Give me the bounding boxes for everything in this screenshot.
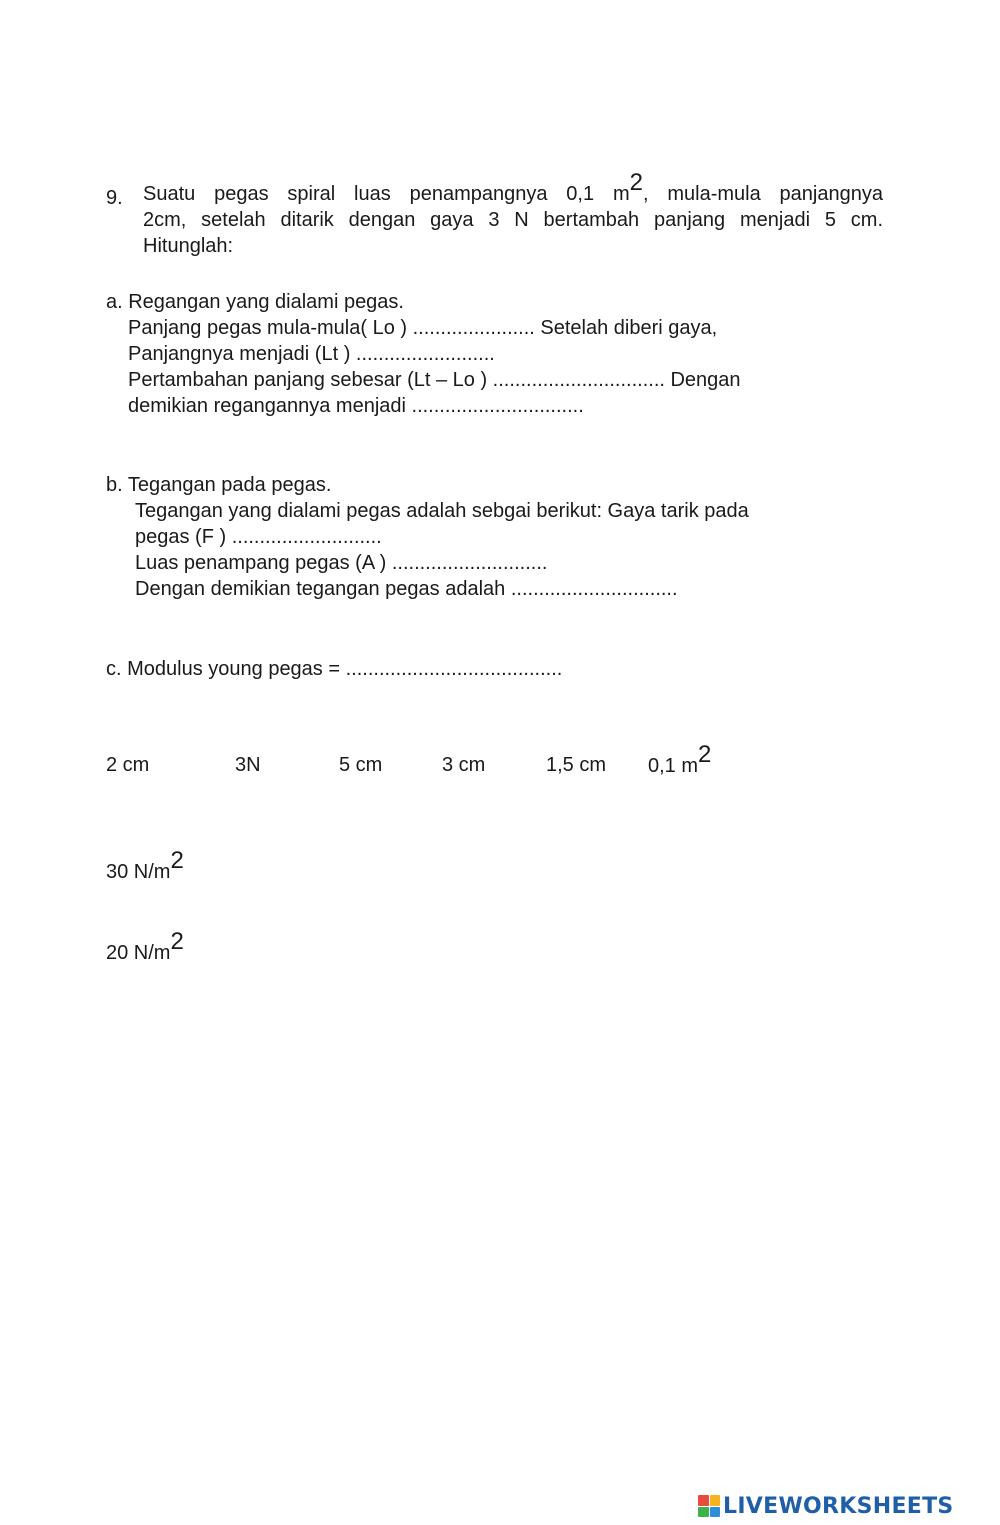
option-text: 3 cm	[442, 754, 486, 776]
logo-mark-square	[698, 1495, 709, 1506]
option-text: 2 cm	[106, 754, 150, 776]
question-text	[143, 169, 883, 259]
part-a-line: demikian regangannya menjadi ...............................	[128, 395, 584, 417]
question-line-1-text: Suatu pegas spiral luas penampangnya 0,1 m	[143, 183, 630, 205]
option-1-5-cm[interactable]	[546, 752, 606, 778]
question-number: 9.	[106, 187, 123, 209]
option-3n[interactable]	[235, 752, 261, 778]
part-b-line: Tegangan yang dialami pegas adalah sebgai berikut: Gaya tarik pada	[135, 500, 749, 522]
part-a-line: Panjangnya menjadi (Lt ) .........................	[128, 343, 495, 365]
liveworksheets-logo[interactable]	[698, 1493, 954, 1519]
question-line-2: 2cm, setelah ditarik dengan gaya 3 N bertambah panjang menjadi 5 cm.	[143, 209, 883, 231]
option-text: 3N	[235, 754, 261, 776]
option-sup: 2	[170, 847, 184, 874]
question-line-3: Hitunglah:	[143, 235, 234, 257]
part-b-line: pegas (F ) ...........................	[135, 526, 382, 548]
part-b-heading: b. Tegangan pada pegas.	[106, 474, 332, 496]
logo-mark-square	[698, 1507, 709, 1518]
logo-mark-square	[710, 1507, 721, 1518]
logo-text: LIVEWORKSHEETS	[723, 1493, 954, 1519]
part-c-heading: c. Modulus young pegas = .......................................	[106, 658, 563, 680]
option-0-1-m2[interactable]	[648, 741, 712, 779]
question-line-1-sup: 2	[629, 169, 643, 196]
option-sup: 2	[170, 928, 184, 955]
option-2-cm[interactable]	[106, 752, 149, 778]
part-b-line: Luas penampang pegas (A ) ............................	[135, 552, 548, 574]
option-text: 1,5 cm	[546, 754, 607, 776]
option-sup: 2	[698, 741, 712, 768]
part-a-line: Panjang pegas mula-mula( Lo ) ...................... Setelah diberi gaya,	[128, 317, 718, 339]
option-3-cm[interactable]	[442, 752, 485, 778]
liveworksheets-logo-icon	[698, 1495, 720, 1517]
option-text: 5 cm	[339, 754, 383, 776]
option-30-n-m2[interactable]	[106, 847, 184, 885]
logo-mark-square	[710, 1495, 721, 1506]
option-20-n-m2[interactable]	[106, 928, 184, 966]
option-text: 0,1 m	[648, 755, 699, 777]
part-a-heading: a. Regangan yang dialami pegas.	[106, 291, 404, 313]
option-text: 20 N/m	[106, 942, 171, 964]
question-line-1	[143, 169, 883, 207]
option-5-cm[interactable]	[339, 752, 382, 778]
part-a-line: Pertambahan panjang sebesar (Lt – Lo ) ............................... Dengan	[128, 369, 741, 391]
option-text: 30 N/m	[106, 861, 171, 883]
question-line-1-end: , mula-mula panjangnya	[642, 183, 883, 205]
part-b-line: Dengan demikian tegangan pegas adalah ..............................	[135, 578, 678, 600]
